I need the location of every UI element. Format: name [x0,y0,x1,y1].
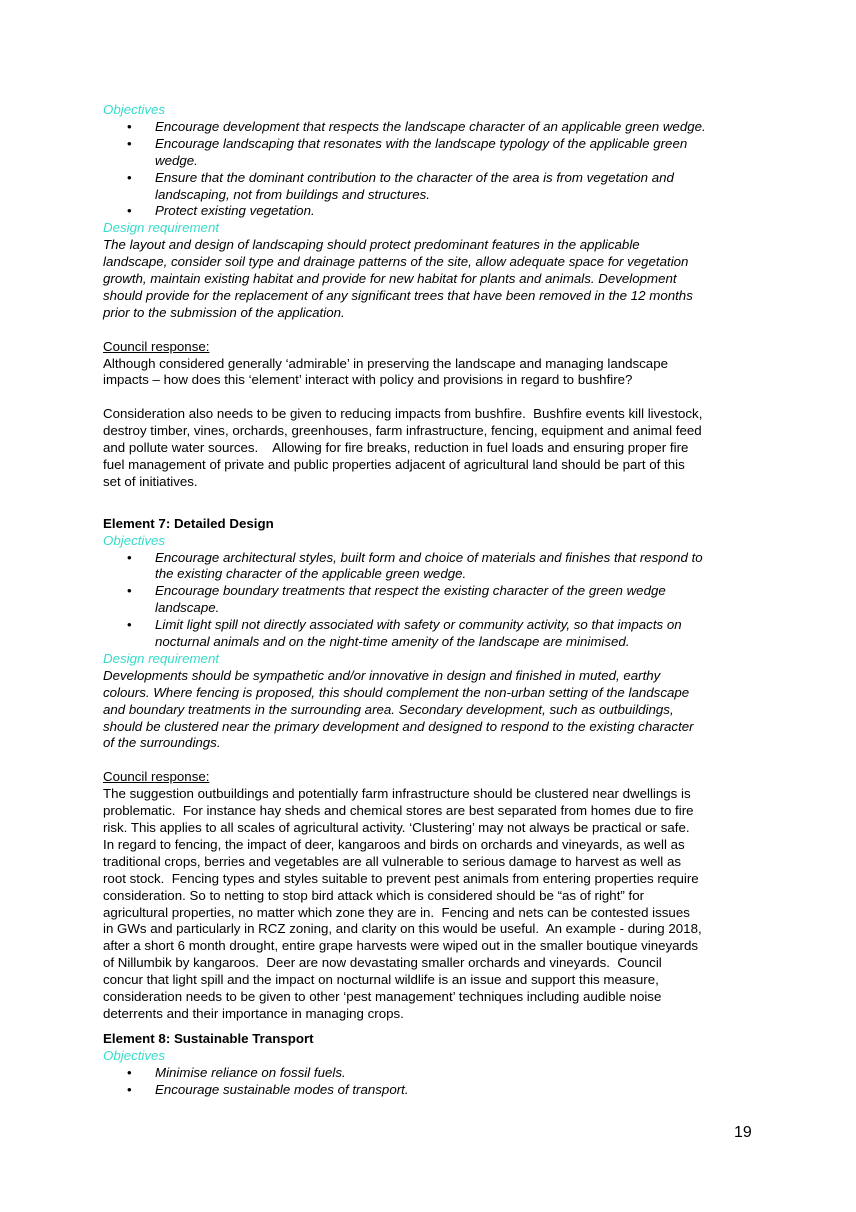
objective-item [103,203,755,220]
bullet-glyph: • [127,135,132,151]
bullet-glyph: • [127,118,132,134]
bullet-glyph: • [127,169,132,185]
design-requirement-heading: Design requirement [103,650,220,666]
council-response-text: of Nillumbik by kangaroos. Deer are now devastating smaller orchards and vineyards. Council [103,955,662,971]
bullet-text: Minimise reliance on fossil fuels. [155,1064,346,1080]
page-number: 19 [734,1124,752,1141]
council-response-text: fuel management of private and public properties adjacent of agricultural land should be part of this [103,457,685,472]
bullet-text: wedge. [155,152,198,168]
council-response-text: impacts – how does this ‘element’ interact with policy and provisions in regard to bushfire? [103,372,633,388]
bullet-text: Encourage development that respects the landscape character of an applicable green wedge. [155,118,706,134]
council-response-text: risk. This applies to all scales of agricultural activity. ‘Clustering’ may not always be practical or safe. [103,820,690,835]
element-heading: Element 7: Detailed Design [103,515,274,531]
objective-item [103,119,755,136]
bullet-glyph: • [127,1064,132,1080]
council-response-text: Although considered generally ‘admirable’ in preserving the landscape and managing landscape [103,355,668,371]
council-response-text: in GWs and particularly in RCZ zoning, and clarity on this would be useful. An example - during 2018, [103,921,702,937]
objective-item [103,1065,755,1082]
objective-item [103,153,755,170]
bullet-text: the existing character of the applicable green wedge. [155,566,467,582]
design-requirement-heading: Design requirement [103,220,220,236]
council-response-text: set of initiatives. [103,473,198,489]
bullet-text: Encourage architectural styles, built form and choice of materials and finishes that respond to [155,549,703,565]
bullet-text: landscaping, not from buildings and structures. [155,186,430,202]
council-response-text: consideration. So to netting to stop bird attack which is considered should be “as of right” for [103,887,645,903]
bullet-glyph: • [127,617,132,633]
bullet-glyph: • [127,203,132,219]
bullet-text: Protect existing vegetation. [155,203,315,219]
council-response-heading: Council response: [103,769,210,785]
spacer [103,389,755,406]
council-response-text: problematic. For instance hay sheds and chemical stores are best separated from homes due to fire [103,803,694,819]
design-requirement-text: growth, maintain existing habitat and provide for new habitat for plants and animals. Development [103,271,677,287]
objective-item [103,600,755,617]
design-requirement-text: Developments should be sympathetic and/or innovative in design and finished in muted, earthy [103,667,661,683]
council-response-text: root stock. Fencing types and styles suitable to prevent pest animals from entering properties require [103,870,699,886]
bullet-glyph: • [127,549,132,565]
design-requirement-text: The layout and design of landscaping should protect predominant features in the applicable [103,237,640,253]
element-heading: Element 8: Sustainable Transport [103,1030,314,1046]
council-response-text: traditional crops, berries and vegetables are all vulnerable to serious damage to harvest as well as [103,853,681,869]
spacer [103,508,755,516]
objective-item [103,170,755,187]
council-response-text: agricultural properties, no matter which zone they are in. Fencing and nets can be contested issues [103,904,690,920]
objective-item [103,583,755,600]
objectives-heading: Objectives [103,532,166,548]
design-requirement-text: landscape, consider soil type and drainage patterns of the site, allow adequate space for vegetation [103,254,689,270]
objectives-heading: Objectives [103,1047,166,1063]
bullet-text: Encourage sustainable modes of transport. [155,1081,409,1097]
bullet-glyph: • [127,1081,132,1097]
council-response-text: Consideration also needs to be given to reducing impacts from bushfire. Bushfire events kill livestock, [103,406,703,422]
bullet-text: nocturnal animals and on the night-time amenity of the landscape are minimised. [155,634,630,650]
design-requirement-text: and boundary treatments in the surrounding area. Secondary development, such as outbuildings, [103,701,674,717]
council-response-text: deterrents and their importance in managing crops. [103,1005,404,1021]
objective-item [103,617,755,634]
bullet-text: Encourage landscaping that resonates with the landscape typology of the applicable green [155,135,688,151]
spacer [103,491,755,508]
council-response-heading: Council response: [103,338,210,354]
objective-item [103,566,755,583]
spacer [103,1023,755,1031]
design-requirement-text: should provide for the replacement of any significant trees that have been removed in the 12 months [103,287,693,303]
design-requirement-text: colours. Where fencing is proposed, this should complement the non-urban setting of the landscape [103,684,690,700]
spacer [103,322,755,339]
objectives-heading: Objectives [103,102,166,117]
council-response-text: concur that light spill and the impact on nocturnal wildlife is an issue and support this measure, [103,972,659,988]
design-requirement-text: of the surroundings. [103,735,221,751]
design-requirement-text: should be clustered near the primary development and designed to respond to the existing character [103,718,694,734]
objective-item [103,136,755,153]
document-page [103,102,755,1099]
council-response-text: The suggestion outbuildings and potentially farm infrastructure should be clustered near dwellings is [103,786,691,802]
design-requirement-text: prior to the submission of the application. [103,304,345,320]
council-response-text: In regard to fencing, the impact of deer, kangaroos and birds on orchards and vineyards, as well as [103,836,685,852]
objective-item [103,187,755,204]
spacer [103,752,755,769]
bullet-glyph: • [127,583,132,599]
council-response-text: and pollute water sources. Allowing for fire breaks, reduction in fuel loads and ensuring proper fire [103,440,689,456]
objective-item [103,1082,755,1099]
bullet-text: landscape. [155,600,220,616]
council-response-text: after a short 6 month drought, entire grape harvests were wiped out in the smaller boutique vineyards [103,938,698,954]
bullet-text: Ensure that the dominant contribution to the character of the area is from vegetation and [155,169,674,185]
council-response-text: destroy timber, vines, orchards, greenhouses, farm infrastructure, fencing, equipment and animal feed [103,423,702,439]
council-response-text: consideration needs to be given to other ‘pest management’ techniques including audible noise [103,989,662,1005]
bullet-text: Encourage boundary treatments that respect the existing character of the green wedge [155,583,666,599]
objective-item [103,634,755,651]
objective-item [103,550,755,567]
bullet-text: Limit light spill not directly associated with safety or community activity, so that impacts on [155,617,682,633]
